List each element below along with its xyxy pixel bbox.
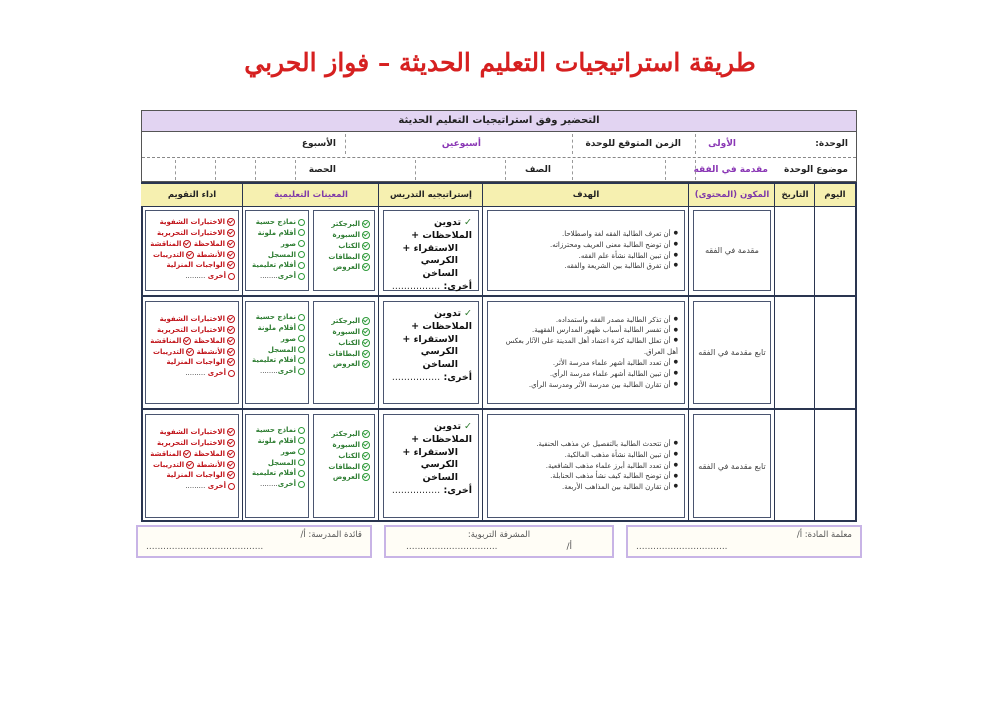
circle-icon[interactable] bbox=[228, 483, 235, 490]
check-icon[interactable] bbox=[227, 358, 235, 366]
check-icon[interactable] bbox=[362, 242, 370, 250]
goals-list bbox=[494, 315, 678, 391]
check-icon[interactable] bbox=[227, 229, 235, 237]
aid-item: أفلام تعليمية bbox=[252, 356, 296, 365]
aid-item: السبورة bbox=[332, 327, 360, 336]
circle-icon[interactable] bbox=[298, 262, 305, 269]
aid-item: البرجكتر bbox=[331, 317, 360, 325]
class-label: الصف bbox=[524, 165, 551, 175]
aid-item: أفلام تعليمية bbox=[252, 469, 296, 478]
aid-item: صور bbox=[280, 447, 296, 456]
eval-item: الأنشطة bbox=[196, 250, 225, 259]
check-icon[interactable] bbox=[183, 450, 191, 458]
strategy-other: أخرى: bbox=[443, 485, 472, 497]
eval-item: الواجبات المنزلية bbox=[166, 358, 225, 367]
check-icon[interactable] bbox=[183, 240, 191, 248]
check-icon[interactable] bbox=[362, 231, 370, 239]
goal-item: ● أن تفسر الطالبة أسباب ظهور المدارس الفقهية. bbox=[494, 325, 678, 336]
eval-item: الواجبات المنزلية bbox=[166, 261, 225, 270]
aid-item: البرجكتر bbox=[331, 220, 360, 228]
check-icon[interactable] bbox=[362, 253, 370, 261]
eval-item: المناقشة bbox=[150, 239, 182, 248]
circle-icon[interactable] bbox=[298, 357, 305, 364]
check-icon[interactable] bbox=[227, 315, 235, 323]
col-date: التاريخ bbox=[775, 184, 815, 207]
lesson-header bbox=[141, 110, 857, 182]
circle-icon[interactable] bbox=[298, 251, 305, 258]
eval-item: أخرى bbox=[207, 482, 226, 491]
goal-item: ● أن تقارن الطالبة بين المذاهب الأربعة. bbox=[536, 482, 678, 493]
strategy-line-1: تدوين الملاحظات + bbox=[411, 308, 472, 332]
header-band: التحضير وفق استراتيجيات التعليم الحديثة bbox=[142, 111, 856, 132]
col-content: المكون (المحتوى) bbox=[689, 184, 775, 207]
strategy-cell: ✓تدوين الملاحظات + الاستقراء + الكرسي الساخن أخرى: ................ bbox=[383, 301, 479, 404]
strategy-line-2: الاستقراء + bbox=[402, 446, 458, 458]
check-icon[interactable] bbox=[227, 218, 235, 226]
page-title: طريقة استراتيجيات التعليم الحديثة – فواز الحربي bbox=[244, 48, 756, 77]
strategy-other: أخرى: bbox=[443, 281, 472, 293]
circle-icon[interactable] bbox=[298, 481, 305, 488]
header-row-2 bbox=[142, 158, 856, 183]
aids-unchecked-cell: نماذج حسية أقلام ملونة صور المسجل أفلام تعليمية أخرى........ bbox=[245, 414, 309, 518]
check-icon[interactable] bbox=[227, 450, 235, 458]
check-icon[interactable] bbox=[362, 430, 370, 438]
col-strategy: إستراتيجيه التدريس bbox=[379, 184, 483, 207]
circle-icon[interactable] bbox=[298, 273, 305, 280]
aid-item: الكتاب bbox=[338, 338, 360, 347]
aid-item: العروض bbox=[332, 473, 360, 482]
eval-item: الاختبارات التحريرية bbox=[156, 438, 225, 447]
check-icon[interactable] bbox=[362, 463, 370, 471]
aid-item: الكتاب bbox=[338, 451, 360, 460]
circle-icon[interactable] bbox=[298, 229, 305, 236]
check-icon[interactable] bbox=[227, 240, 235, 248]
circle-icon[interactable] bbox=[298, 470, 305, 477]
aids-unchecked-cell: نماذج حسية أقلام ملونة صور المسجل أفلام تعليمية أخرى........ bbox=[245, 301, 309, 404]
eval-item: الملاحظة bbox=[193, 449, 225, 458]
aid-item: نماذج حسية bbox=[255, 218, 296, 226]
aid-item: صور bbox=[280, 239, 296, 248]
strategy-line-3: الكرسي الساخن bbox=[420, 459, 458, 484]
eval-item: أخرى bbox=[207, 272, 226, 281]
eval-item: الاختبارات الشفوية bbox=[159, 315, 225, 323]
aid-item: أقلام ملونة bbox=[257, 228, 296, 237]
strategy-line-2: الاستقراء + bbox=[402, 333, 458, 345]
goals-cell bbox=[487, 210, 685, 291]
goal-item: ● أن توضح الطالبة كيف نشأ مذهب الحنابلة. bbox=[536, 471, 678, 482]
aid-item: أخرى bbox=[277, 272, 296, 281]
aid-item: المسجل bbox=[267, 250, 296, 259]
aid-item: السبورة bbox=[332, 230, 360, 239]
duration-value: أسبوعين bbox=[441, 139, 481, 149]
aid-item: العروض bbox=[332, 263, 360, 272]
aid-item: أخرى bbox=[277, 480, 296, 489]
check-icon[interactable] bbox=[362, 339, 370, 347]
strategy-line-3: الكرسي الساخن bbox=[420, 255, 458, 280]
eval-item: الملاحظة bbox=[193, 336, 225, 345]
circle-icon[interactable] bbox=[298, 368, 305, 375]
strategy-other: أخرى: bbox=[443, 372, 472, 384]
aid-item: السبورة bbox=[332, 440, 360, 449]
period-label: الحصة bbox=[308, 165, 336, 175]
eval-item: التدريبات bbox=[153, 460, 185, 469]
check-icon[interactable] bbox=[362, 263, 370, 271]
circle-icon[interactable] bbox=[298, 335, 305, 342]
unit-label: الوحدة: bbox=[815, 139, 848, 149]
topic-label: موضوع الوحدة bbox=[784, 165, 848, 175]
goal-item: ● أن توضح الطالبة معنى العريف ومحترزاته. bbox=[550, 240, 678, 251]
eval-cell: الاختبارات الشفوية الاختبارات التحريرية الملاحظة المناقشة الأنشطة التدريبات الواجبات المنزلية أخرى ......... bbox=[145, 414, 239, 518]
eval-item: الاختبارات الشفوية bbox=[159, 218, 225, 226]
content-text: مقدمة في الفقه bbox=[705, 246, 759, 255]
check-icon[interactable] bbox=[362, 317, 370, 325]
aid-item: نماذج حسية bbox=[255, 313, 296, 321]
strategy-line-1: تدوين الملاحظات + bbox=[411, 217, 472, 241]
check-icon[interactable] bbox=[227, 261, 235, 269]
week-label: الأسبوع bbox=[301, 139, 336, 149]
check-icon[interactable] bbox=[186, 251, 194, 259]
circle-icon[interactable] bbox=[298, 314, 305, 321]
eval-item: الأنشطة bbox=[196, 460, 225, 469]
eval-item: الأنشطة bbox=[196, 347, 225, 356]
circle-icon[interactable] bbox=[298, 219, 305, 226]
topic-value: مقدمة في الفقه bbox=[693, 165, 768, 175]
check-icon[interactable] bbox=[227, 471, 235, 479]
goal-item: ● أن تقارن الطالبة بين مدرسة الأثر ومدرسة الرأي. bbox=[494, 380, 678, 391]
col-aids: المعينات التعليمية bbox=[243, 184, 379, 207]
check-icon[interactable] bbox=[186, 461, 194, 469]
strategy-line-3: الكرسي الساخن bbox=[420, 346, 458, 371]
eval-item: الواجبات المنزلية bbox=[166, 471, 225, 480]
aids-unchecked-cell: نماذج حسية أقلام ملونة صور المسجل أفلام تعليمية أخرى........ bbox=[245, 210, 309, 291]
aids-checked-cell bbox=[313, 301, 375, 404]
circle-icon[interactable] bbox=[298, 240, 305, 247]
eval-item: أخرى bbox=[207, 369, 226, 378]
circle-icon[interactable] bbox=[298, 324, 305, 331]
aid-item: العروض bbox=[332, 360, 360, 369]
goal-item: ● أن تعدد الطالبة أشهر علماء مدرسة الأثر. bbox=[494, 358, 678, 369]
aid-item: أقلام ملونة bbox=[257, 323, 296, 332]
aid-item: البرجكتر bbox=[331, 430, 360, 438]
check-icon[interactable] bbox=[362, 441, 370, 449]
strategy-line-1: تدوين الملاحظات + bbox=[411, 421, 472, 445]
strategy-cell: ✓تدوين الملاحظات + الاستقراء + الكرسي الساخن أخرى: ................ bbox=[383, 414, 479, 518]
circle-icon[interactable] bbox=[298, 427, 305, 434]
aid-item: أخرى bbox=[277, 367, 296, 376]
col-day: اليوم bbox=[815, 184, 855, 207]
circle-icon[interactable] bbox=[298, 346, 305, 353]
aid-item: صور bbox=[280, 334, 296, 343]
aid-item: أفلام تعليمية bbox=[252, 261, 296, 270]
content-cell bbox=[693, 301, 771, 404]
col-eval: اداء التقويم bbox=[141, 184, 243, 207]
strategy-line-2: الاستقراء + bbox=[402, 242, 458, 254]
lesson-table bbox=[141, 182, 857, 522]
eval-cell: الاختبارات الشفوية الاختبارات التحريرية الملاحظة المناقشة الأنشطة التدريبات الواجبات المنزلية أخرى ......... bbox=[145, 301, 239, 404]
check-icon[interactable] bbox=[227, 348, 235, 356]
aid-item: البطاقات bbox=[328, 462, 360, 471]
content-text: تابع مقدمة في الفقه bbox=[698, 348, 766, 357]
teacher-label: معلمة المادة: أ/ bbox=[796, 530, 852, 540]
check-icon[interactable] bbox=[362, 220, 370, 228]
goals-list bbox=[536, 439, 678, 493]
eval-item: الاختبارات الشفوية bbox=[159, 428, 225, 436]
eval-item: التدريبات bbox=[153, 250, 185, 259]
content-text: تابع مقدمة في الفقه bbox=[698, 461, 766, 471]
goal-item: ● أن تتحدث الطالبة بالتفصيل عن مذهب الحنفية. bbox=[536, 439, 678, 450]
aids-checked-cell bbox=[313, 210, 375, 291]
goal-item: ● أن تعلل الطالبة كثرة اعتماد أهل المدينة على الآثار بعكس أهل العراق. bbox=[494, 336, 678, 358]
leader-signature[interactable]: قائدة المدرسة: أ/ ......................................... bbox=[136, 525, 372, 558]
aids-checked-cell bbox=[313, 414, 375, 518]
goal-item: ● أن تعرف الطالبة الفقه لغة واصطلاحا. bbox=[550, 229, 678, 240]
goals-cell bbox=[487, 301, 685, 404]
goal-item: ● أن تعدد الطالبة أبرز علماء مذهب الشافعية. bbox=[536, 461, 678, 472]
aid-item: أقلام ملونة bbox=[257, 436, 296, 445]
circle-icon[interactable] bbox=[298, 448, 305, 455]
col-goal: الهدف bbox=[483, 184, 689, 207]
eval-item: المناقشة bbox=[150, 449, 182, 458]
check-icon[interactable] bbox=[227, 326, 235, 334]
check-icon[interactable] bbox=[227, 439, 235, 447]
goal-item: ● أن تبين الطالبة أشهر علماء مدرسة الرأي. bbox=[494, 369, 678, 380]
duration-label: الزمن المتوقع للوحدة bbox=[585, 139, 681, 149]
eval-item: الاختبارات التحريرية bbox=[156, 228, 225, 237]
eval-item: المناقشة bbox=[150, 336, 182, 345]
check-icon[interactable] bbox=[183, 337, 191, 345]
check-icon[interactable] bbox=[362, 473, 370, 481]
check-icon[interactable] bbox=[362, 360, 370, 368]
teacher-signature[interactable]: معلمة المادة: أ/ ................................ bbox=[626, 525, 862, 558]
goals-list bbox=[550, 229, 678, 272]
goals-cell bbox=[487, 414, 685, 518]
goal-item: ● أن تبين الطالبة نشأة علم الفقه. bbox=[550, 251, 678, 262]
supervisor-label: المشرفة التربوية: bbox=[467, 530, 531, 540]
circle-icon[interactable] bbox=[298, 437, 305, 444]
content-cell bbox=[693, 210, 771, 291]
circle-icon[interactable] bbox=[298, 459, 305, 466]
aid-item: البطاقات bbox=[328, 349, 360, 358]
check-icon[interactable] bbox=[227, 337, 235, 345]
supervisor-signature[interactable]: المشرفة التربوية: أ/ ................................ bbox=[384, 525, 614, 558]
eval-item: التدريبات bbox=[153, 347, 185, 356]
aid-item: نماذج حسية bbox=[255, 426, 296, 434]
supervisor-a: أ/ bbox=[566, 542, 572, 552]
goal-item: ● أن تذكر الطالبة مصدر الفقه واستمداده. bbox=[494, 315, 678, 326]
aid-item: المسجل bbox=[267, 458, 296, 467]
aid-item: المسجل bbox=[267, 345, 296, 354]
eval-cell: الاختبارات الشفوية الاختبارات التحريرية الملاحظة المناقشة الأنشطة التدريبات الواجبات المنزلية أخرى ......... bbox=[145, 210, 239, 291]
check-icon[interactable] bbox=[362, 328, 370, 336]
eval-item: الاختبارات التحريرية bbox=[156, 325, 225, 334]
content-cell bbox=[693, 414, 771, 518]
check-icon[interactable] bbox=[362, 350, 370, 358]
leader-label: قائدة المدرسة: أ/ bbox=[300, 530, 362, 540]
aid-item: البطاقات bbox=[328, 252, 360, 261]
check-icon[interactable] bbox=[186, 348, 194, 356]
circle-icon[interactable] bbox=[228, 273, 235, 280]
check-icon[interactable] bbox=[227, 428, 235, 436]
header-row-1 bbox=[142, 132, 856, 158]
unit-value: الأولى bbox=[708, 139, 736, 149]
check-icon[interactable] bbox=[362, 452, 370, 460]
goal-item: ● أن تبين الطالبة نشأة مذهب المالكية. bbox=[536, 450, 678, 461]
strategy-cell: ✓تدوين الملاحظات + الاستقراء + الكرسي الساخن أخرى: ................ bbox=[383, 210, 479, 291]
check-icon[interactable] bbox=[227, 461, 235, 469]
circle-icon[interactable] bbox=[228, 370, 235, 377]
goal-item: ● أن تفرق الطالبة بين الشريعة والفقه. bbox=[550, 261, 678, 272]
eval-item: الملاحظة bbox=[193, 239, 225, 248]
check-icon[interactable] bbox=[227, 251, 235, 259]
aid-item: الكتاب bbox=[338, 241, 360, 250]
